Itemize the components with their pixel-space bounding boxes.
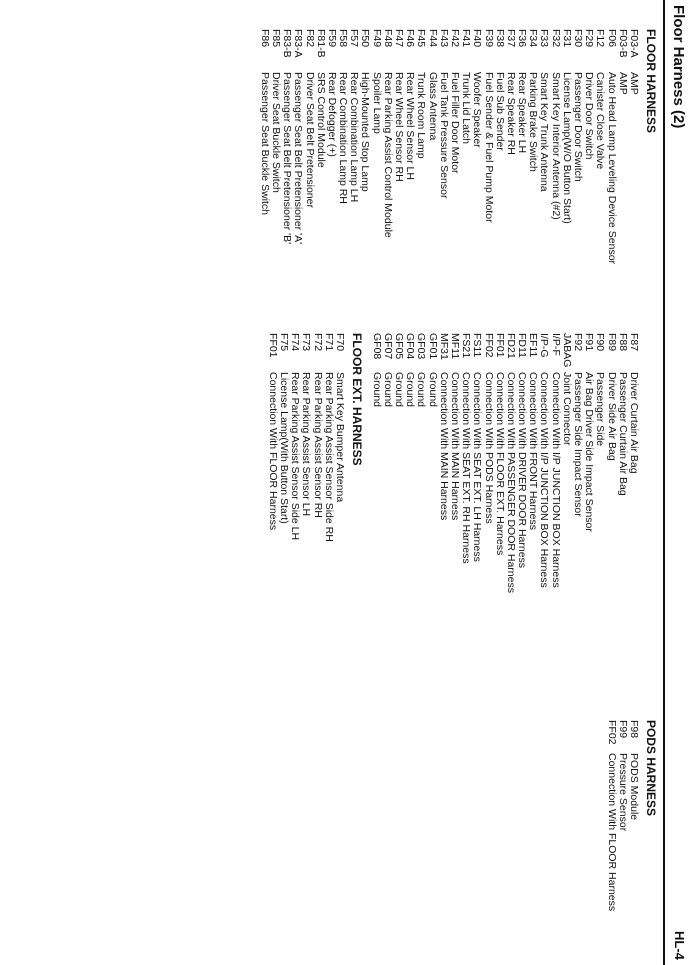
connector-description: Trunk Room Lamp — [415, 72, 428, 159]
connector-code: F89 — [605, 333, 618, 352]
connector-description: Fuel Sub Sender — [493, 72, 506, 151]
connector-row — [605, 720, 616, 950]
connector-description: Ground — [381, 372, 394, 408]
connector-code: F46 — [404, 29, 417, 48]
connector-code: I/P-G — [538, 333, 551, 358]
connector-description: Rear Defogger (+) — [325, 72, 338, 157]
connector-code: F86 — [258, 29, 271, 48]
connector-row — [617, 29, 628, 329]
connector-row — [494, 333, 505, 583]
connector-description: Auto Head Lamp Leveling Device Sensor — [605, 72, 618, 265]
connector-description: Rear Parking Assist Sensor Side RH — [322, 372, 335, 542]
connector-description: Passenger Curtain Air Bag — [616, 372, 629, 496]
connector-code: F72 — [311, 333, 324, 352]
connector-description: PODS Module — [628, 753, 640, 821]
connector-row — [404, 29, 415, 329]
connector-description: Rear Speaker RH — [504, 72, 517, 155]
connector-description: Driver Side Air Bag — [605, 372, 618, 461]
connector-row — [415, 29, 426, 329]
connector-code: F42 — [449, 29, 461, 48]
connector-code: F48 — [381, 29, 394, 48]
connector-row — [605, 333, 616, 583]
connector-description: Rear Wheel Sensor RH — [393, 72, 406, 182]
connector-row — [504, 333, 517, 593]
connector-row — [426, 333, 437, 583]
connector-description: AMP — [616, 72, 629, 95]
connector-code: F39 — [482, 29, 495, 48]
connector-row — [371, 333, 382, 583]
connector-row — [561, 333, 572, 583]
connector-row — [337, 29, 348, 329]
connector-row — [278, 333, 289, 583]
connector-description: Air Bag Driver Side Impact Sensor — [583, 372, 596, 532]
connector-description: Driver Door Switch — [583, 72, 596, 160]
connector-code: F99 — [616, 720, 629, 739]
connector-row — [594, 333, 605, 583]
connector-row — [628, 333, 639, 583]
connector-description: Driver Seat Belt Pretensioner — [303, 72, 316, 208]
connector-description: Driver Curtain Air Bag — [628, 372, 640, 474]
connector-description: High-Mounted Stop Lamp — [359, 72, 372, 192]
connector-description: Fuel Filler Door Motor — [449, 72, 461, 174]
connector-code: F57 — [348, 29, 361, 48]
connector-code: F38 — [493, 29, 506, 48]
connector-row — [550, 29, 561, 329]
connector-description: Connection With I/P JUNCTION BOX Harness — [549, 372, 562, 588]
connector-row — [583, 333, 594, 583]
connector-description: Smart Key Interior Antenna (#2) — [549, 72, 562, 220]
connector-description: Passenger Seat Buckle Switch — [258, 72, 271, 215]
connector-description: Ground — [404, 372, 417, 408]
connector-description: Connection With FLOOR EXT. Harness — [493, 372, 506, 556]
connector-description: Connection With SEAT EXT. RH Harness — [460, 372, 473, 564]
connector-description: License Lamp(W/O Button Start) — [560, 72, 573, 224]
connector-description: Driver Seat Buckle Switch — [270, 72, 282, 193]
connector-row — [471, 333, 482, 583]
connector-row — [617, 720, 628, 950]
connector-code: I/P-F — [549, 333, 562, 356]
connector-code: F33 — [538, 29, 551, 48]
connector-code: F31 — [560, 29, 573, 48]
connector-row — [516, 29, 527, 329]
pods-harness-title: PODS HARNESS — [644, 720, 658, 817]
connector-description: Connection With MAIN Harness — [437, 372, 450, 521]
connector-row — [482, 333, 493, 583]
connector-row — [471, 29, 482, 329]
connector-description: Ground — [426, 372, 439, 408]
connector-description: Rear Speaker LH — [516, 72, 529, 154]
connector-description: Rear Wheel Sensor LH — [404, 72, 417, 180]
connector-description: Canister Close Valve — [594, 72, 607, 170]
connector-row — [527, 333, 538, 583]
connector-description: Ground — [393, 372, 406, 408]
connector-row — [438, 29, 449, 329]
connector-row — [371, 29, 382, 329]
connector-code: FF01 — [266, 333, 279, 358]
connector-row — [605, 29, 616, 329]
connector-row — [516, 333, 527, 583]
connector-row — [482, 29, 493, 329]
connector-code: F50 — [359, 29, 372, 48]
connector-description: Smart Key Bumper Antenna — [334, 372, 346, 503]
connector-description: License Lamp(With Button Start) — [278, 372, 291, 524]
connector-code: F88 — [616, 333, 629, 352]
connector-description: Glass Antenna — [426, 72, 439, 141]
connector-description: Joint Connector — [560, 372, 573, 446]
connector-description: Connection With DRIVER DOOR Harness — [516, 372, 529, 569]
connector-row — [303, 29, 314, 329]
connector-description: Woofer Speaker — [471, 72, 484, 148]
connector-description: Rear Parking Assist Sensor LH — [300, 372, 313, 517]
connector-row — [583, 29, 594, 329]
connector-row — [300, 333, 311, 583]
connector-row — [404, 333, 415, 583]
connector-description: Passenger Seat Belt Pretensioner 'B' — [281, 72, 294, 245]
connector-code: F29 — [583, 29, 596, 48]
connector-code: F74 — [289, 333, 302, 352]
connector-row — [449, 29, 460, 329]
connector-description: Ground — [415, 372, 428, 408]
connector-description: AMP — [628, 72, 640, 95]
connector-description: Parking Brake Switch — [527, 72, 540, 172]
connector-code: F70 — [334, 333, 346, 352]
connector-code: F82 — [303, 29, 316, 48]
connector-code: GF08 — [370, 333, 383, 360]
connector-description: Connection With FLOOR Harness — [266, 372, 279, 531]
connector-code: F73 — [300, 333, 313, 352]
connector-code: GF01 — [426, 333, 439, 360]
connector-row — [538, 333, 551, 588]
page-title: Floor Harness (2) — [670, 5, 687, 129]
connector-code: FD21 — [504, 333, 517, 359]
connector-row — [594, 29, 605, 329]
connector-row — [438, 333, 449, 583]
connector-code: MF31 — [437, 333, 450, 360]
connector-code: FD11 — [516, 333, 529, 358]
connector-row — [323, 333, 334, 583]
connector-code: F36 — [516, 29, 529, 48]
connector-code: F30 — [572, 29, 585, 48]
connector-code: GF03 — [415, 333, 428, 360]
connector-code: F06 — [605, 29, 618, 48]
connector-row — [527, 29, 538, 329]
connector-row — [460, 29, 471, 329]
connector-description: Connection With MAIN Harness — [449, 372, 461, 521]
connector-code: F41 — [460, 29, 473, 48]
connector-description: Connection With PASSENGER DOOR Harness — [504, 372, 517, 593]
connector-row — [617, 333, 628, 583]
connector-description: Connection With FLOOR Harness — [605, 753, 618, 912]
floor-ext-harness-list — [267, 333, 345, 583]
connector-description: Spoiler Lamp — [370, 72, 383, 134]
connector-row — [315, 29, 326, 329]
connector-code: F40 — [471, 29, 484, 48]
floor-harness-list — [259, 29, 639, 329]
connector-code: GF05 — [393, 333, 406, 360]
connector-code: F71 — [322, 333, 335, 352]
connector-code: F83-B — [281, 29, 294, 58]
connector-code: FS11 — [471, 333, 484, 358]
connector-code: GF04 — [404, 333, 417, 360]
connector-description: Trunk Lid Latch — [460, 72, 473, 144]
connector-description: Rear Parking Assist Sensor Side LH — [289, 372, 302, 541]
connector-description: Rear Parking Assist Control Module — [381, 72, 394, 238]
connector-code: F43 — [437, 29, 450, 48]
connector-code: F03-B — [616, 29, 629, 58]
connector-code: FF02 — [605, 720, 618, 745]
connector-description: Rear Combination Lamp LH — [348, 72, 361, 203]
connector-code: F58 — [337, 29, 350, 48]
connector-code: F92 — [572, 333, 585, 352]
connector-row — [426, 29, 437, 329]
connector-description: Connection With PODS Harness — [482, 372, 495, 524]
connector-row — [359, 29, 370, 329]
connector-code: MF11 — [449, 333, 461, 360]
floor-ext-harness-title: FLOOR EXT. HARNESS — [350, 333, 364, 466]
connector-code: GF07 — [381, 333, 394, 360]
connector-row — [289, 333, 300, 583]
header-rule — [663, 0, 665, 965]
connector-row — [281, 29, 292, 329]
connector-code: F03-A — [628, 29, 640, 58]
connector-description: Passenger Door Switch — [572, 72, 585, 182]
connector-description: SRS Control Module — [314, 72, 327, 168]
connector-description: Passenger Side — [594, 372, 607, 447]
connector-description: Passenger Seat Belt Pretensioner 'A' — [292, 72, 305, 245]
connector-code: F12 — [594, 29, 607, 48]
connector-row — [393, 29, 404, 329]
connector-description: Pressure Sensor — [616, 753, 629, 832]
connector-row — [505, 29, 516, 329]
connector-code: F98 — [628, 720, 640, 739]
connector-code: FF01 — [493, 333, 506, 358]
connector-row — [267, 333, 278, 583]
connector-row — [382, 29, 393, 329]
connector-code: F34 — [527, 29, 540, 48]
connector-code: F83-A — [292, 29, 305, 58]
connector-row — [326, 29, 337, 329]
connector-description: Fuel Sender & Fuel Pump Motor — [482, 72, 495, 223]
connector-description: Passenger Side Impact Sensor — [572, 372, 585, 517]
connector-code: F37 — [504, 29, 517, 48]
connector-row — [259, 29, 270, 329]
connector-row — [415, 333, 426, 583]
connector-description: Connection With FRONT Harness — [527, 372, 540, 530]
connector-row — [334, 333, 345, 583]
connector-code: F47 — [393, 29, 406, 48]
floor-harness-cont-list — [370, 333, 640, 593]
connector-row — [292, 29, 303, 329]
connector-row — [561, 29, 572, 329]
connector-code: F32 — [549, 29, 562, 48]
connector-row — [311, 333, 322, 583]
connector-code: EF11 — [527, 333, 540, 358]
connector-row — [449, 333, 460, 583]
connector-description: Fuel Tank Pressure Sensor — [437, 72, 450, 199]
connector-row — [628, 29, 639, 329]
connector-code: FF02 — [482, 333, 495, 358]
connector-row — [494, 29, 505, 329]
connector-code: F75 — [278, 333, 291, 352]
connector-description: Connection With SEAT EXT. LH Harness — [471, 372, 484, 562]
connector-row — [348, 29, 359, 329]
connector-code: F44 — [426, 29, 439, 48]
connector-row — [572, 29, 583, 329]
connector-description: Rear Combination Lamp RH — [337, 72, 350, 204]
connector-description: Smart Key Trunk Antenna — [538, 72, 551, 192]
connector-row — [538, 29, 549, 329]
connector-code: F81-B — [314, 29, 327, 58]
connector-row — [270, 29, 281, 329]
connector-row — [460, 333, 471, 583]
connector-row — [393, 333, 404, 583]
connector-code: F87 — [628, 333, 640, 352]
connector-code: F45 — [415, 29, 428, 48]
connector-code: F59 — [325, 29, 338, 48]
connector-description: Ground — [370, 372, 383, 408]
connector-code: F85 — [270, 29, 282, 48]
connector-row — [628, 720, 639, 950]
pods-harness-list — [605, 720, 639, 950]
connector-row — [549, 333, 562, 588]
connector-code: F49 — [370, 29, 383, 48]
floor-harness-title: FLOOR HARNESS — [644, 29, 658, 134]
connector-code: FS21 — [460, 333, 473, 359]
connector-code: F90 — [594, 333, 607, 352]
connector-description: Connection With I/P JUNCTION BOX Harness — [538, 372, 551, 588]
connector-row — [572, 333, 583, 583]
connector-row — [382, 333, 393, 583]
connector-description: Rear Parking Assist Sensor RH — [311, 372, 324, 518]
page-code: HL-4 — [672, 931, 687, 960]
connector-code: JABAG — [560, 333, 573, 368]
connector-code: F91 — [583, 333, 596, 352]
